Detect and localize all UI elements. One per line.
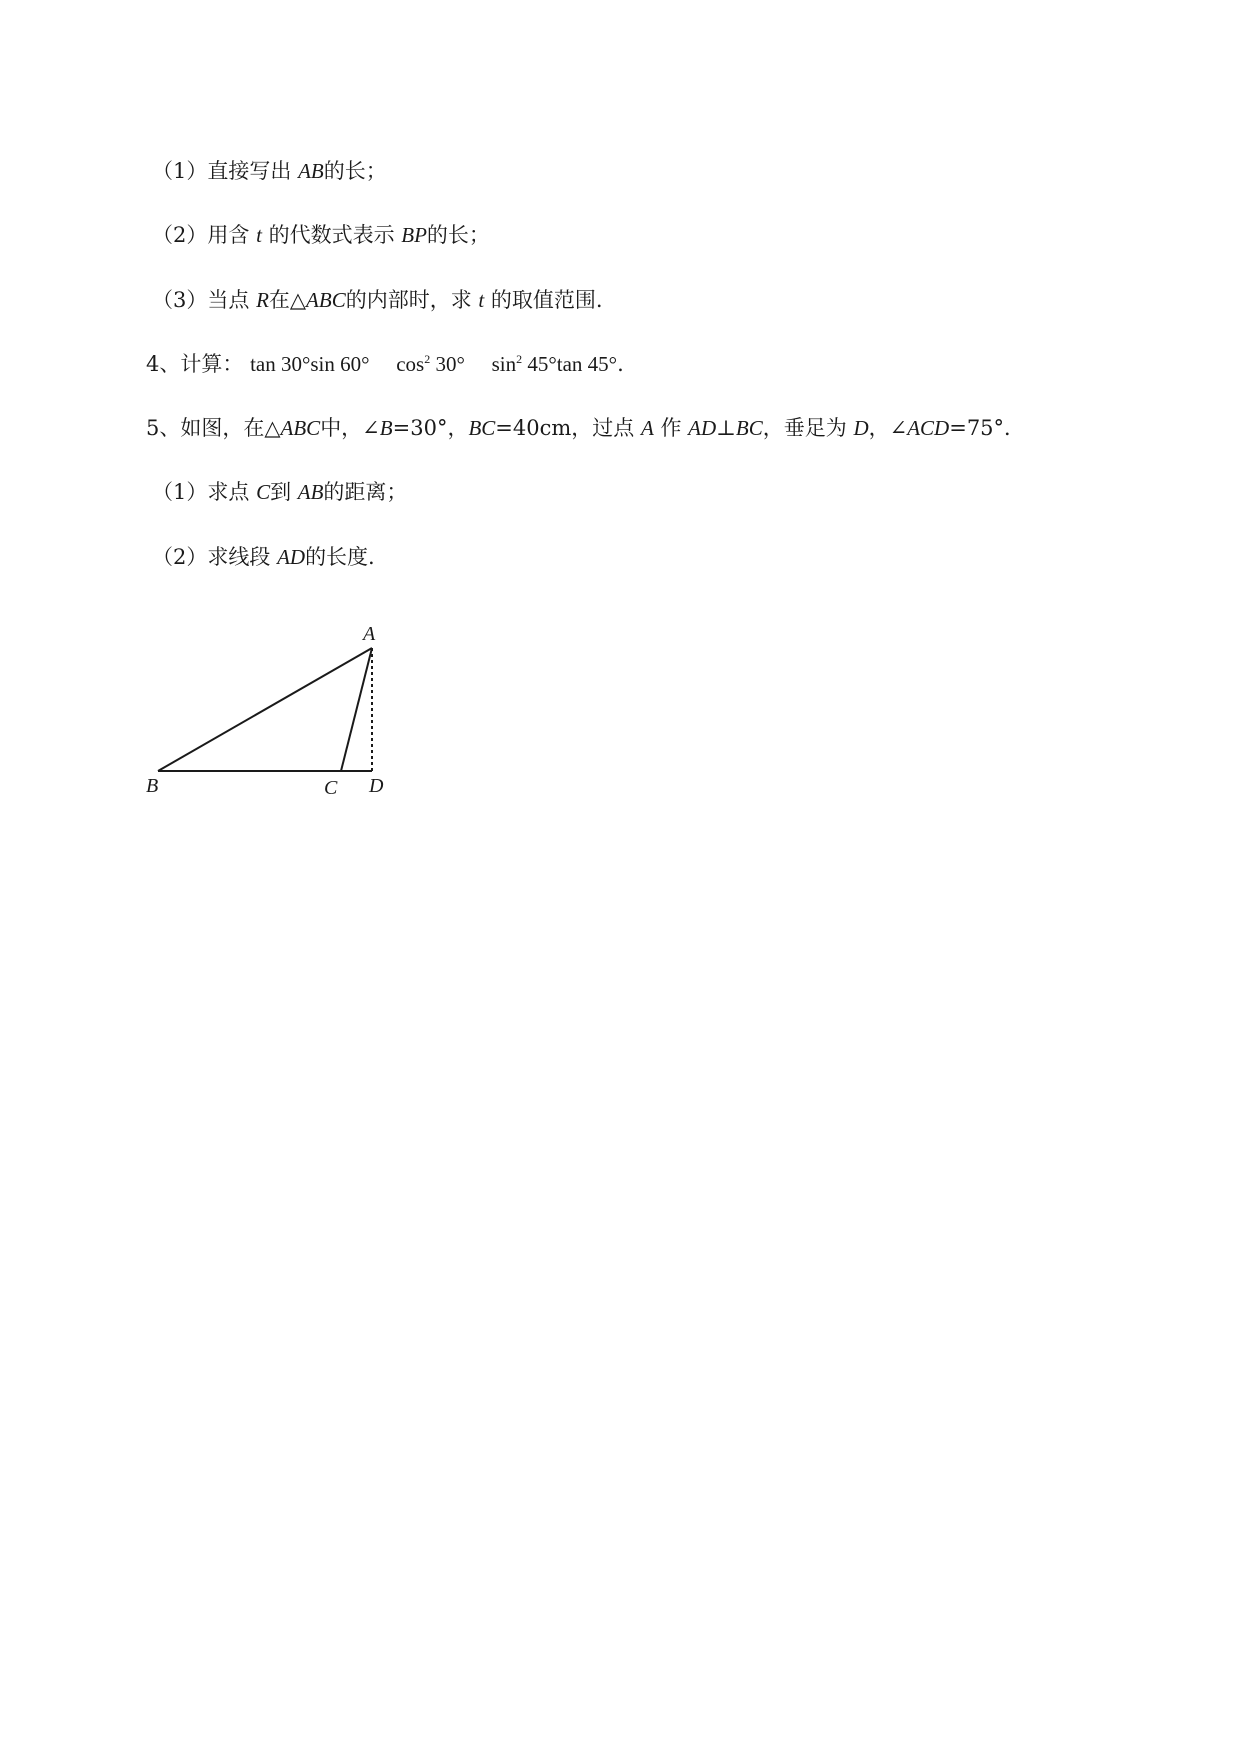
segment-ac xyxy=(341,648,372,771)
q5-text-8: =75°． xyxy=(949,416,1026,440)
q3-part1-number: （1） xyxy=(152,159,208,183)
q4-expr1: tan 30°sin 60° xyxy=(250,352,370,376)
q3-part2-text-mid: 的代数式表示 xyxy=(261,223,402,247)
q3-part3-text-pre: 当点 xyxy=(207,288,257,312)
triangle-figure xyxy=(140,622,400,802)
q3-part1-var: AB xyxy=(298,159,324,183)
q5-part2-text-post: 的长度. xyxy=(305,545,375,569)
q3-part3-number: （3） xyxy=(152,288,208,312)
q3-part3-var-abc: ABC xyxy=(306,288,346,312)
q3-part3-var-t: t xyxy=(478,288,485,312)
q4-expr3-func: sin xyxy=(491,352,517,376)
q4 xyxy=(146,349,624,379)
q5-var-ad: AD xyxy=(688,416,717,440)
q4-expr2 xyxy=(396,352,465,376)
q4-expr2-arg: 30° xyxy=(430,352,465,376)
q4-expr3-exponent: 2 xyxy=(516,352,523,366)
q4-expr2-exponent: 2 xyxy=(424,352,431,366)
q5-text-5: ⊥ xyxy=(716,416,736,440)
segment-ab xyxy=(158,648,372,771)
q5-text-3: =40cm，过点 xyxy=(495,416,641,440)
q5-var-b: B xyxy=(379,416,393,440)
q5-text-4: 作 xyxy=(653,416,689,440)
q5-stem xyxy=(146,413,1025,443)
label-c: C xyxy=(324,777,338,799)
q5-part1-text-pre: 求点 xyxy=(207,480,257,504)
q3-part2 xyxy=(152,220,490,250)
q5-part2-number: （2） xyxy=(152,545,208,569)
label-a: A xyxy=(363,623,376,645)
q5-var-abc: ABC xyxy=(280,416,321,440)
q3-part2-text-pre: 用含 xyxy=(207,223,257,247)
q4-expr3 xyxy=(492,352,617,376)
q5-part2-var-ad: AD xyxy=(277,545,306,569)
q5-text-1: 中，∠ xyxy=(320,416,380,440)
q5-var-bc: BC xyxy=(468,416,496,440)
q5-part1-var-ab: AB xyxy=(297,480,324,504)
q4-label: 4、计算： xyxy=(146,352,244,376)
q3-part3-text-mid1: 在△ xyxy=(268,288,307,312)
q5-text-2: =30°， xyxy=(392,416,469,440)
q3-part1-text-pre: 直接写出 xyxy=(207,159,299,183)
q5-text-7: ，∠ xyxy=(868,416,908,440)
q5-label: 5、如图，在△ xyxy=(146,416,281,440)
q5-part1-number: （1） xyxy=(152,480,208,504)
q5-var-d: D xyxy=(853,416,869,440)
q3-part1 xyxy=(152,156,387,186)
q5-var-bc2: BC xyxy=(735,416,763,440)
q4-expr2-func: cos xyxy=(396,352,425,376)
q5-part1 xyxy=(152,477,407,507)
q3-part2-number: （2） xyxy=(152,223,208,247)
q5-text-6: ，垂足为 xyxy=(762,416,854,440)
q4-end: . xyxy=(617,352,624,376)
q3-part3-text-post: 的取值范围. xyxy=(484,288,603,312)
q5-var-acd: ACD xyxy=(907,416,950,440)
q3-part1-text-post: 的长； xyxy=(323,159,387,183)
q3-part3-text-mid2: 的内部时，求 xyxy=(345,288,479,312)
q5-part2 xyxy=(152,542,375,572)
q5-part1-text-post: 的距离； xyxy=(323,480,408,504)
label-b: B xyxy=(146,775,159,797)
q4-expr3-arg: 45°tan 45° xyxy=(522,352,618,376)
q3-part3 xyxy=(152,285,603,315)
q5-var-a: A xyxy=(640,416,654,440)
label-d: D xyxy=(369,775,384,797)
q3-part2-var-t: t xyxy=(256,223,262,247)
q5-part1-text-mid: 到 xyxy=(270,480,298,504)
q3-part2-var-bp: BP xyxy=(401,223,427,247)
q3-part3-var-r: R xyxy=(256,288,269,312)
q5-part2-text-pre: 求线段 xyxy=(207,545,278,569)
q5-part1-var-c: C xyxy=(256,480,271,504)
q3-part2-text-post: 的长； xyxy=(426,223,490,247)
